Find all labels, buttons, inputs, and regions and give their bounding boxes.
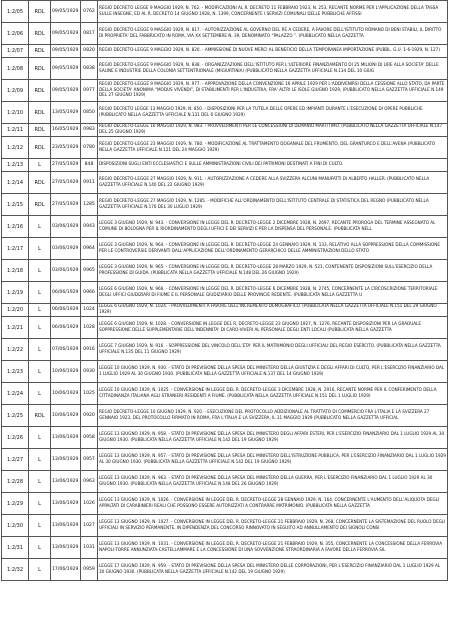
act-type-cell: RDL xyxy=(29,58,51,80)
act-code-cell: 0780 xyxy=(81,137,98,159)
record-number-cell: 1:2/17 xyxy=(2,238,29,260)
act-code-cell: 0920 xyxy=(81,405,98,427)
act-code-cell: 0911 xyxy=(81,172,98,194)
act-date-cell: 13/06/1929 xyxy=(51,493,81,515)
table-row xyxy=(2,383,448,405)
act-description-cell: REGIO DECRETO-LEGGE 9 MAGGIO 1929, N. 838. - ORGANIZZAZIONE DELL'ISTITUTO PER L'ULTERIORE FINANZIAMENTO DI 25 MILIONI DI LIRE ALLA SOCIETA' DELLE SALINE E INDUSTRIE DELLA COLONIA SETTENTRIONALE (MIGIURTINIA) (PUBBLICATO NELLA GAZZETTA UFFICIALE N.134 DEL 10 GIUG xyxy=(98,58,448,80)
act-description-cell: REGIO DECRETO LEGGE 9 MAGGIO 1929, N. 762. - MODIFICAZIONI AL R. DECRETO 11 FEBBRAIO 1923, N. 253, RECANTE NORME PER L'APPLICAZIONE DELLA TASSA SULLE INSEGNE, ED AL R. DECRETO 14 GIUGNO 1928, N. 1399, CONCERNENTE I SERVIZI COMUNALI DELLE PUBBLICHE AFFISSI xyxy=(98,1,448,23)
act-date-cell: 06/06/1929 xyxy=(51,282,81,304)
table-row xyxy=(2,124,448,137)
table-row xyxy=(2,449,448,471)
act-type-cell: RDL xyxy=(29,23,51,45)
record-number-cell: 1:2/29 xyxy=(2,493,29,515)
table-row xyxy=(2,559,448,581)
act-type-cell: L xyxy=(29,159,51,172)
record-number-cell: 1:2/30 xyxy=(2,515,29,537)
record-number-cell: 1:2/10 xyxy=(2,102,29,124)
act-type-cell: L xyxy=(29,339,51,361)
table-row xyxy=(2,159,448,172)
record-number-cell: 1:2/31 xyxy=(2,537,29,559)
act-type-cell: L xyxy=(29,260,51,282)
record-number-cell: 1:2/27 xyxy=(2,449,29,471)
act-date-cell: 03/06/1929 xyxy=(51,216,81,238)
act-date-cell: 10/06/1929 xyxy=(51,361,81,383)
record-number-cell: 1:2/09 xyxy=(2,80,29,102)
act-code-cell: 0916 xyxy=(81,339,98,361)
act-description-cell: REGIO DECRETO-LEGGE 10 GIUGNO 1929, N. 920. - ESECUZIONE DEL PROTOCOLLO ADDIZIONALE AL TRATTATO DI COMMERCIO FRA L'ITALIA E LA SVIZZERA 27 GENNAIO 1923, DEL PROTOCOLLO FIRMATO IN ROMA, FRA L'ITALIA E LA SVIZZERA, IL 31 MAGGIO 1929 (PUBBLICATO NELLA GAZZETTA UFFICIAL xyxy=(98,405,448,427)
act-date-cell: 27/05/1929 xyxy=(51,172,81,194)
table-row xyxy=(2,317,448,339)
table-row xyxy=(2,1,448,23)
record-number-cell: 1:2/15 xyxy=(2,194,29,216)
act-code-cell: 1027 xyxy=(81,515,98,537)
record-number-cell: 1:2/32 xyxy=(2,559,29,581)
record-number-cell: 1:2/25 xyxy=(2,405,29,427)
act-date-cell: 10/06/1929 xyxy=(51,405,81,427)
act-description-cell: LEGGE 6 GIUGNO 1929, N. 1028. - CONVERSIONE IN LEGGE DEL R. DECRETO-LEGGE 23 GIUGNO 1927, N. 1276, RECANTE DISPOSIZIONI PER LA GRADUALE SOPPRESSIONE DELLE SUPPLEMENTARIE DELL'INDENNITA' DI CARO-VIVERI AL PERSONALE DEGLI ENTI LOCALI (PUBBLICATA NELLA GAZZETTA xyxy=(98,317,448,339)
record-number-cell: 1:2/12 xyxy=(2,137,29,159)
act-code-cell: 0977 xyxy=(81,80,98,102)
record-number-cell: 1:2/06 xyxy=(2,23,29,45)
table-row xyxy=(2,361,448,383)
act-date-cell: 27/05/1929 xyxy=(51,194,81,216)
act-type-cell: L xyxy=(29,317,51,339)
act-type-cell: L xyxy=(29,515,51,537)
act-date-cell: 09/05/1929 xyxy=(51,1,81,23)
act-code-cell: 0966 xyxy=(81,282,98,304)
act-type-cell: RDL xyxy=(29,80,51,102)
act-type-cell: L xyxy=(29,361,51,383)
table-row xyxy=(2,216,448,238)
act-code-cell: 0957 xyxy=(81,449,98,471)
act-description-cell: LEGGE 3 GIUGNO 1929, N. 943. - CONVERSIONE IN LEGGE DEL R. DECRETO-LEGGE 2 DICEMBRE 1928, N. 2697, RECANTE PROROGA DEL TERMINE ASSEGNATO AL COMUNE DI BOLOGNA PER IL RIORDINAMENTO DEGLI UFFICI E DEI SERVIZI E PER LA DISPENSA DEL PERSONALE. (PUBBLICATA NELL xyxy=(98,216,448,238)
act-date-cell: 06/06/1929 xyxy=(51,304,81,317)
act-date-cell: 13/06/1929 xyxy=(51,515,81,537)
act-code-cell: 0762 xyxy=(81,1,98,23)
act-description-cell: REGIO DECRETO-LEGGE 27 MAGGIO 1929, N. 911. - AUTORIZZAZIONE A CEDERE ALLA SVIZZERA ALCUNI MANUFATTI DI ALBERTO HALLER. (PUBBLICATO NELLA GAZZETTA UFFICIALE N.140 DEL 22 GIUGNO 1929) xyxy=(98,172,448,194)
table-row xyxy=(2,260,448,282)
act-code-cell: 1024 xyxy=(81,304,98,317)
act-code-cell: 1031 xyxy=(81,537,98,559)
act-type-cell: RDL xyxy=(29,45,51,58)
act-date-cell: 09/05/1929 xyxy=(51,23,81,45)
act-code-cell: 0838 xyxy=(81,58,98,80)
act-description-cell: LEGGE 13 GIUGNO 1929, N. 1026. - CONVERSIONE IN LEGGE DEL R. DECRETO-LEGGE 28 GENNAIO 1929, N. 164, CONCERNENTE L'AUMENTO DELL'ALIQUOTA DEGLI APPALTATI DI CARABINIERI REALI CHE POSSONO ESSERE AUTORIZZATI A CONTRARRE MATRIMONIO. (PUBBLICATA NELLA GAZZETTA xyxy=(98,493,448,515)
act-description-cell: LEGGE 6 GIUGNO 1929, N. 1024. - PROVVEDIMENTI A FAVORE DELL'INCREMENTO DEMOGRAFICO. (PUBBLICATA NELLA GAZZETTA UFFICIALE N.151 DEL 29 GIUGNO 1929) xyxy=(98,304,448,317)
act-code-cell: 0943 xyxy=(81,216,98,238)
table-row xyxy=(2,23,448,45)
table-row xyxy=(2,405,448,427)
act-code-cell: 1285 xyxy=(81,194,98,216)
act-date-cell: 10/06/1929 xyxy=(51,383,81,405)
act-type-cell: RDL xyxy=(29,102,51,124)
table-row xyxy=(2,80,448,102)
table-body xyxy=(2,1,448,581)
act-code-cell: 0964 xyxy=(81,238,98,260)
table-row xyxy=(2,45,448,58)
act-description-cell: LEGGE 3 GIUGNO 1929, N. 965. - CONVERSIONE IN LEGGE DEL R. DECRETO-LEGGE 28 MARZO 1929, N. 521, CONTENENTE DISPOSIZIONI SULL'ESERCIZIO DELLA PROFESSIONE DI GUIDA. (PUBBLICATA NELLA GAZZETTA UFFICIALE N.148 DEL 26 GIUGNO 1929) xyxy=(98,260,448,282)
act-description-cell: REGIO DECRETO-LEGGE 9 MAGGIO 1929, N. 820. - AMMISSIONE DI NUOVE MERCI AL BENEFICIO DELLA TEMPORANEA IMPORTAZIONE (PUBBL. G.U. 1-6-1929, N. 127) xyxy=(98,45,448,58)
act-date-cell: 09/05/1929 xyxy=(51,45,81,58)
record-number-cell: 1:2/14 xyxy=(2,172,29,194)
act-type-cell: L xyxy=(29,304,51,317)
act-description-cell: LEGGE 13 GIUGNO 1929, N. 1027. - CONVERSIONE IN LEGGE DEL R. DECRETO-LEGGE 21 FEBBRAIO 1929, N. 268, CONCERNENTE LA SISTEMAZIONE DEL RUOLO DEGLI UFFICIALI IN SERVIZIO PERMANENTE, IN DIPENDENZA DEL CONCORSO RINNOVATO IN SEGUITO AD ANNULLAMENTO DEI SIGNOLI CONSI xyxy=(98,515,448,537)
record-number-cell: 1:2/08 xyxy=(2,58,29,80)
act-date-cell: 16/05/1929 xyxy=(51,124,81,137)
act-type-cell: RDL xyxy=(29,137,51,159)
act-description-cell: REGIO DECRETO LEGGE 13 MAGGIO 1929, N. 850. - DISPOSIZIONI PER LA TUTELA DELLE OPERE ED IMPIANTI DURANTE L'ESECUZIONE DI OPERE PUBBLICHE (PUBBLICATO NELLA GAZZETTA UFFICIALE N.131 DEL 6 GIUGNO 1929) xyxy=(98,102,448,124)
act-date-cell: 13/06/1929 xyxy=(51,449,81,471)
law-register-table xyxy=(1,0,448,581)
act-description-cell: LEGGE 13 GIUGNO 1929, N. 1031. - CONVERSIONE IN LEGGE DEL R. DECRETO-LEGGE 21 FEBBRAIO 1929, N. 355, CONCERNENTE LA CONCESSIONE DELLA FERROVIA NAPOLI-TORRE ANNUNZIATA-CASTELLAMMARE E LA CONCESSIONE DI UNA SOVVENZIONE STRAORDINARIA A FAVORE DELLA FERROVIA SIL xyxy=(98,537,448,559)
act-code-cell: 1025 xyxy=(81,383,98,405)
record-number-cell: 1:2/28 xyxy=(2,471,29,493)
act-date-cell: 07/06/1929 xyxy=(51,339,81,361)
act-date-cell: 13/06/1929 xyxy=(51,471,81,493)
record-number-cell: 1:2/18 xyxy=(2,260,29,282)
act-type-cell: L xyxy=(29,282,51,304)
act-code-cell: 0963 xyxy=(81,471,98,493)
record-number-cell: 1:2/24 xyxy=(2,383,29,405)
act-type-cell: L xyxy=(29,238,51,260)
act-type-cell: L xyxy=(29,493,51,515)
act-code-cell: 0965 xyxy=(81,260,98,282)
act-date-cell: 13/05/1929 xyxy=(51,102,81,124)
act-description-cell: LEGGE 10 GIUGNO 1929, N. 1025. - CONVERSIONE IN LEGGE DEL R. DECRETO-LEGGE 3 DICEMBRE 1928, N. 2916, RECANTE NORME PER IL CONFERIMENTO DELLA CITTADINANZA ITALIANA AGLI STRANIERI RESIDENTI A FIUME. (PUBBLICATA NELLA GAZZETTA UFFICIALE N.151 DEL 1 LUGLIO 1929) xyxy=(98,383,448,405)
record-number-cell: 1:2/19 xyxy=(2,282,29,304)
act-type-cell: RDL xyxy=(29,194,51,216)
act-code-cell: 0930 xyxy=(81,361,98,383)
table-row xyxy=(2,537,448,559)
act-description-cell: DISPOSIZIONI SUGLI ENTI ECCLESIASTICI E SULLE AMMINISTRAZIONI CIVILI DEI PATRIMONI DESTINATI A FINI DI CULTO. xyxy=(98,159,448,172)
table-row xyxy=(2,304,448,317)
act-type-cell: L xyxy=(29,216,51,238)
act-date-cell: 09/05/1929 xyxy=(51,80,81,102)
act-type-cell: L xyxy=(29,559,51,581)
act-date-cell: 23/05/1929 xyxy=(51,137,81,159)
act-type-cell: L xyxy=(29,537,51,559)
act-type-cell: RDL xyxy=(29,172,51,194)
act-date-cell: 06/06/1929 xyxy=(51,317,81,339)
act-description-cell: LEGGE 13 GIUGNO 1929, N. 958. - STATO DI PREVISIONE DELLA SPESA DEL MINISTERO DEGLI AFFARI ESTERI, PER L'ESERCIZIO FINANZIARIO DAL 1 LUGLIO 1929 AL 30 GIUGNO 1930. (PUBBLICATA NELLA GAZZETTA UFFICIALE N.142 DEL 19 GIUGNO 1929) xyxy=(98,427,448,449)
record-number-cell: 1:2/26 xyxy=(2,427,29,449)
act-type-cell: L xyxy=(29,471,51,493)
act-description-cell: LEGGE 13 GIUGNO 1929, N. 963. - STATO DI PREVISIONE DELLA SPESA DEL MINISTERO DELLA GUERRA, PER L'ESERCIZIO FINANZIARIO DAL 1 LUGLIO 1929 AL 30 GIUGNO 1930. (PUBBLICATA NELLA GAZZETTA UFFICIALE N.148 DEL 26 GIUGNO 1929) xyxy=(98,471,448,493)
record-number-cell: 1:2/22 xyxy=(2,339,29,361)
record-number-cell: 1:2/21 xyxy=(2,317,29,339)
record-number-cell: 1:2/05 xyxy=(2,1,29,23)
act-description-cell: LEGGE 10 GIUGNO 1929, N. 930. - STATO DI PREVISIONE DELLA SPESA DEL MINISTERO DELLA GIUSTIZIA E DEGLI AFFARI DI CULTO, PER L'ESERCIZIO FINANZIARIO DAL 1 LUGLIO 1929 AL 30 GIUGNO 1930. (PUBBLICATA NELLA GAZZETTA UFFICIALE N.137 DEL 14 GIUGNO 1929) xyxy=(98,361,448,383)
table-row xyxy=(2,339,448,361)
table-row xyxy=(2,471,448,493)
table-row xyxy=(2,172,448,194)
act-date-cell: 17/06/1929 xyxy=(51,559,81,581)
act-type-cell: RDL xyxy=(29,405,51,427)
act-date-cell: 13/06/1929 xyxy=(51,427,81,449)
act-date-cell: 09/05/1929 xyxy=(51,58,81,80)
act-description-cell: LEGGE 17 GIUGNO 1929, N. 959. - STATO DI PREVISIONE DELLA SPESA DEL MINISTERO DELLE CORPORAZIONI, PER L'ESERCIZIO FINANZIARIO DAL 1 LUGLIO 1929 AL 30 GIUGNO 1930. (PUBBLICATA NELLA GAZZETTA UFFICIALE N.142 DEL 19 GIUGNO 1929) xyxy=(98,559,448,581)
table-row xyxy=(2,493,448,515)
act-description-cell: REGIO DECRETO-LEGGE 9 MAGGIO 1929, N. 977. - APPROVAZIONE DELLA CONVENZIONE 16 APRILE 1929 PER L'ADDIVENIRSI DELLA CESSIONE ALLO STATO, DA PARTE DELLA SOCIETA' ANONIMA “MODUS VIVENDI”, DI STABILIMENTI PER L'INDUSTRIA, FRA' ALTRI LE ISOLE GIUGNO 1929, (PUBBLICATO NELLA GAZZETTA UFFICIALE N.149 DEL 27 GIUGNO 1929) xyxy=(98,80,448,102)
act-description-cell: REGIO DECRETO-LEGGE 9 MAGGIO 1929, N. 817. - AUTORIZZAZIONE AL GOVERNO DEL RE A CEDERE, A FAVORE DELL'ISTITUTO ROMANO DI BENI STABILI, IL DIRITTO DI PROPRIETA' DEL FABBRICATO IN ROMA, VIA XX SETTEMBRE N. 39, DENOMINATO “PALAZZO ”. (PUBBLICATO NELLA GAZZETTA xyxy=(98,23,448,45)
act-code-cell: 0820 xyxy=(81,45,98,58)
act-code-cell: 848 xyxy=(81,159,98,172)
act-code-cell: 0959 xyxy=(81,559,98,581)
record-number-cell: 1:2/11 xyxy=(2,124,29,137)
act-code-cell: 0983 xyxy=(81,124,98,137)
table-row xyxy=(2,137,448,159)
act-date-cell: 03/06/1929 xyxy=(51,260,81,282)
act-date-cell: 13/06/1929 xyxy=(51,537,81,559)
act-type-cell: RDL xyxy=(29,1,51,23)
act-description-cell: LEGGE 13 GIUGNO 1929, N. 957. - STATO DI PREVISIONE DELLA SPESA DEL MINISTERO DELL'ISTRUZIONE PUBBLICA, PER L'ESERCIZIO FINANZIARIO DAL 1 LUGLIO 1929 AL 30 GIUGNO 1930. (PUBBLICATA NELLA GAZZETTA UFFICIALE N.142 DEL 19 GIUGNO 1929) xyxy=(98,449,448,471)
table-row xyxy=(2,282,448,304)
act-code-cell: 1026 xyxy=(81,493,98,515)
act-type-cell: L xyxy=(29,449,51,471)
act-type-cell: RDL xyxy=(29,124,51,137)
act-description-cell: LEGGE 6 GIUGNO 1929, N. 966. - CONVERSIONE IN LEGGE DEL R. DECRETO-LEGGE 6 DICEMBRE 1928, N. 2745, CONCERNENTE LA CIRCOSCRIZIONE TERRITORIALE DEGLI UFFICI GIUDIZIARI DI FIUME E IL PERSONALE GIUDIZIARIO DELLE PROVINCIE REDENTE. (PUBBLICATA NELLA GAZZETTA U xyxy=(98,282,448,304)
act-description-cell: LEGGE 7 GIUGNO 1929, N. 916. - SOPPRESSIONE DEL VINCOLO DELL'ETA' PER IL MATRIMONIO DEGLI UFFICIALI DEL REGIO ESERCITO. (PUBBLICATA NELLA GAZZETTA UFFICIALE N.135 DEL 11 GIUGNO 1929) xyxy=(98,339,448,361)
act-type-cell: L xyxy=(29,427,51,449)
record-number-cell: 1:2/20 xyxy=(2,304,29,317)
act-code-cell: 0850 xyxy=(81,102,98,124)
act-code-cell: 0817 xyxy=(81,23,98,45)
act-description-cell: REGIO DECRETO-LEGGE 23 MAGGIO 1929, N. 780. - MODIFICAZIONE AL TRATTAMENTO DOGANALE DEL FRUMENTO, DEL GRANTURCO E DELL'AVENA (PUBBLICATO NELLA GAZZETTA UFFICIALE N.121 DEL 24 MAGGIO 1929) xyxy=(98,137,448,159)
record-number-cell: 1:2/23 xyxy=(2,361,29,383)
table-row xyxy=(2,515,448,537)
table-row xyxy=(2,102,448,124)
act-description-cell: REGIO DECRETO-LEGGE 27 MAGGIO 1929, N. 1285. - MODIFICHE ALL'ORDINAMENTO DELL'ISTITUTO CENTRALE DI STATISTICA DEL REGNO (PUBBLICATO NELLA GAZZETTA UFFICIALE N.176 DEL 30 LUGLIO 1929) xyxy=(98,194,448,216)
record-number-cell: 1:2/07 xyxy=(2,45,29,58)
table-row xyxy=(2,427,448,449)
record-number-cell: 1:2/13 xyxy=(2,159,29,172)
act-date-cell: 27/05/1929 xyxy=(51,159,81,172)
act-type-cell: L xyxy=(29,383,51,405)
table-row xyxy=(2,58,448,80)
table-row xyxy=(2,238,448,260)
act-date-cell: 03/06/1929 xyxy=(51,238,81,260)
act-code-cell: 1028 xyxy=(81,317,98,339)
act-code-cell: 0958 xyxy=(81,427,98,449)
record-number-cell: 1:2/16 xyxy=(2,216,29,238)
act-description-cell: LEGGE 3 GIUGNO 1929, N. 964. - CONVERSIONE IN LEGGE DEL R. DECRETO-LEGGE 24 GENNAIO 1929, N. 133, RELATIVO ALLA SOPPRESSIONE DELLA COMMISSIONE PER LE CONTROVERSIE DERIVANTI DALL'APPLICAZIONE DELL'ORDINAMENTO GERARCHICO DELLE AMMINISTRAZIONI DELLO STATO xyxy=(98,238,448,260)
act-description-cell: REGIO DECRETO-LEGGE 16 MAGGIO 1929, N. 983. - PROVVEDIMENTI PER LE CONCESSIONI DI DEMANIO MARITTIMO. (PUBBLICATO NELLA GAZZETTA UFFICIALE N.147 DEL 25 GIUGNO 1929) xyxy=(98,124,448,137)
table-row xyxy=(2,194,448,216)
